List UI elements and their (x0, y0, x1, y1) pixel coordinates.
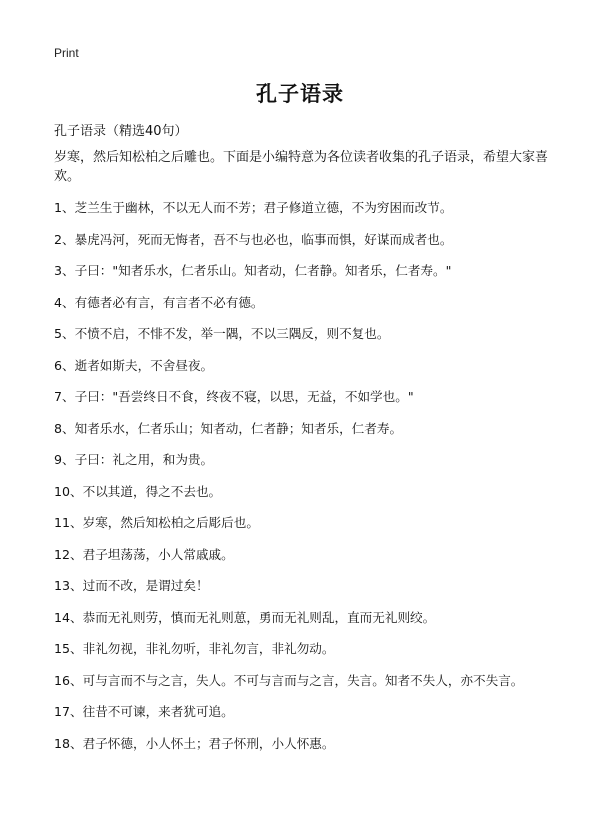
quote-item: 3、子曰："知者乐水，仁者乐山。知者动，仁者静。知者乐，仁者寿。" (54, 263, 452, 278)
quote-item: 12、君子坦荡荡，小人常戚戚。 (54, 546, 234, 562)
quote-item: 14、恭而无礼则劳，慎而无礼则葸，勇而无礼则乱，直而无礼则绞。 (54, 609, 436, 625)
quote-item: 18、君子怀德，小人怀土；君子怀刑，小人怀惠。 (54, 735, 335, 751)
quote-item: 4、有德者必有言，有言者不必有德。 (54, 294, 264, 310)
print-link[interactable]: Print (54, 46, 79, 60)
intro-paragraph: 岁寒，然后知松柏之后雕也。下面是小编特意为各位读者收集的孔子语录，希望大家喜欢。 (54, 150, 549, 184)
quote-list (54, 200, 554, 767)
quote-item: 17、往昔不可谏，来者犹可追。 (54, 704, 234, 719)
quote-item: 13、过而不改，是谓过矣！ (54, 578, 209, 593)
quote-item: 1、芝兰生于幽林，不以无人而不芳；君子修道立德，不为穷困而改节。 (54, 200, 453, 215)
quote-item: 11、岁寒，然后知松柏之后彫后也。 (54, 515, 259, 530)
quote-item: 5、不愤不启，不悱不发，举一隅，不以三隅反，则不复也。 (54, 326, 390, 341)
quote-item: 9、子曰：礼之用，和为贵。 (54, 452, 214, 467)
quote-item: 10、不以其道，得之不去也。 (54, 483, 222, 499)
quote-item: 15、非礼勿视，非礼勿听，非礼勿言，非礼勿动。 (54, 641, 335, 656)
quote-item: 2、暴虎冯河，死而无悔者，吾不与也必也，临事而惧，好谋而成者也。 (54, 231, 453, 247)
quote-item: 8、知者乐水，仁者乐山；知者动，仁者静；知者乐，仁者寿。 (54, 420, 403, 436)
page-title: 孔子语录 (256, 82, 344, 106)
quote-item: 16、可与言而不与之言，失人。不可与言而与之言，失言。知者不失人，亦不失言。 (54, 672, 524, 688)
quote-item: 6、逝者如斯夫，不舍昼夜。 (54, 357, 214, 373)
page-subtitle: 孔子语录（精选40句） (54, 124, 188, 139)
quote-item: 7、子曰："吾尝终日不食，终夜不寝，以思，无益，不如学也。" (54, 389, 414, 404)
